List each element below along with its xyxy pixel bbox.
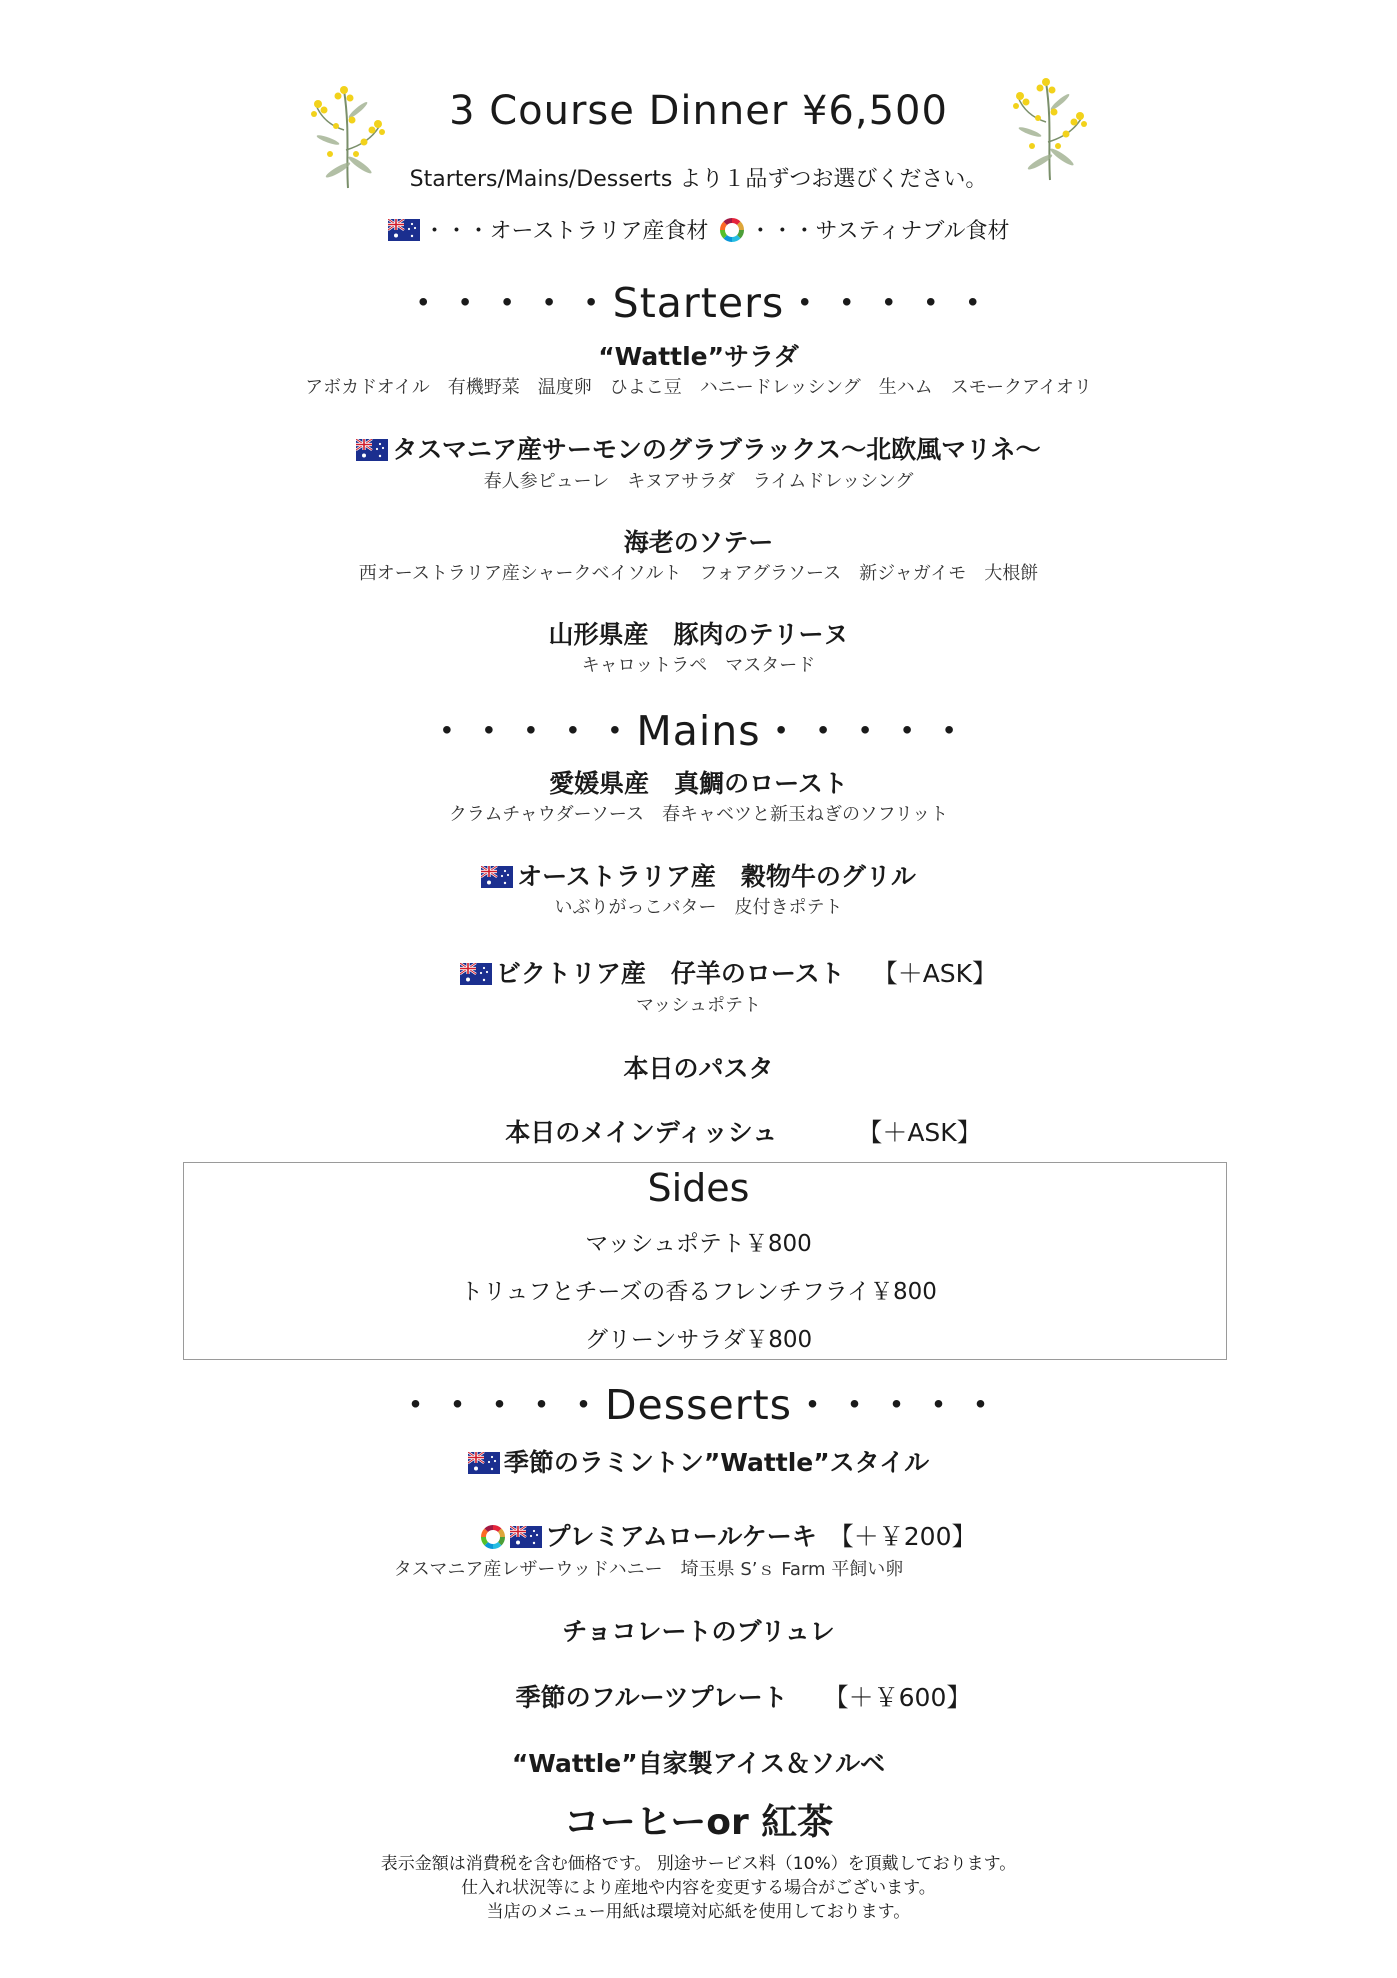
menu-item-desc: クラムチャウダーソース 春キャベツと新玉ねぎのソフリット	[448, 804, 949, 825]
footer-line: 仕入れ状況等により産地や内容を変更する場合がございます。	[461, 1878, 936, 1898]
footer-line: 当店のメニュー用紙は環境対応紙を使用しております。	[486, 1902, 911, 1922]
legend-aus-label: ・・・オーストラリア産食材	[423, 219, 709, 244]
price-extra: 【＋￥200】	[828, 1522, 977, 1551]
menu-item-desc: タスマニア産レザーウッドハニー 埼玉県 S’ｓ Farm 平飼い卵	[393, 1559, 904, 1580]
menu-item-desc: キャロットラペ マスタード	[581, 655, 816, 676]
australia-flag-icon	[481, 866, 513, 888]
menu-item-name: 季節のフルーツプレート	[515, 1683, 788, 1712]
menu-item-desc: 西オーストラリア産シャークベイソルト フォアグラソース 新ジャガイモ 大根餅	[358, 563, 1039, 584]
menu-item-name: 海老のソテー	[623, 528, 774, 557]
menu-subtitle: Starters/Mains/Desserts より１品ずつお選びください。	[409, 167, 988, 192]
menu-item-name: 季節のラミントン”Wattle”スタイル	[503, 1448, 930, 1477]
mains-heading: ・・・・・Mains・・・・・	[426, 707, 971, 755]
australia-flag-icon	[356, 439, 388, 461]
price-extra: 【＋ASK】	[872, 959, 998, 988]
menu-item-name: チョコレートのブリュレ	[562, 1617, 835, 1646]
sides-heading: Sides	[647, 1166, 750, 1210]
menu-item-name: オーストラリア産 穀物牛のグリル	[517, 862, 916, 891]
side-item: マッシュポテト￥800	[585, 1231, 812, 1257]
menu-item	[0, 430, 1397, 466]
menu-item-name: ビクトリア産 仔羊のロースト	[495, 959, 845, 988]
menu-item-name: 愛媛県産 真鯛のロースト	[549, 769, 848, 798]
menu-item-name: “Wattle”サラダ	[598, 342, 799, 371]
menu-item	[0, 1443, 1397, 1479]
menu-item	[0, 954, 1397, 990]
drink-label: コーヒーor 紅茶	[563, 1802, 834, 1843]
menu-item	[0, 1678, 1397, 1714]
australia-flag-icon	[510, 1526, 542, 1548]
price-extra: 【＋ASK】	[857, 1118, 982, 1147]
legend-sdg-label: ・・・サスティナブル食材	[749, 219, 1010, 244]
starters-heading: ・・・・・Starters・・・・・	[402, 279, 995, 327]
menu-item-name: プレミアムロールケーキ	[545, 1522, 817, 1551]
australia-flag-icon	[460, 963, 492, 985]
menu-item	[0, 1113, 1397, 1149]
menu-item-desc: アボカドオイル 有機野菜 温度卵 ひよこ豆 ハニードレッシング 生ハム スモークアイオリ	[305, 377, 1092, 398]
sdg-wheel-icon	[480, 1524, 506, 1550]
menu-item-name: “Wattle”自家製アイス＆ソルベ	[511, 1749, 886, 1778]
menu-item-name: 本日のメインディッシュ	[505, 1118, 778, 1147]
menu-item-name: 山形県産 豚肉のテリーヌ	[548, 620, 849, 649]
menu-item-name: タスマニア産サーモンのグラブラックス～北欧風マリネ～	[392, 435, 1041, 464]
desserts-heading: ・・・・・Desserts・・・・・	[394, 1381, 1003, 1429]
sdg-wheel-icon	[719, 217, 745, 243]
menu-item-desc: 春人参ピューレ キヌアサラダ ライムドレッシング	[483, 471, 914, 492]
menu-item-desc: いぶりがっこバター 皮付きポテト	[554, 897, 843, 918]
footer-notes	[0, 1852, 1397, 1924]
menu-item	[0, 1517, 1397, 1553]
menu-title: 3 Course Dinner ¥6,500	[449, 88, 948, 134]
australia-flag-icon	[388, 219, 420, 241]
menu-item-desc: マッシュポテト	[636, 995, 761, 1016]
menu-item	[0, 857, 1397, 893]
legend	[0, 214, 1397, 245]
footer-line: 表示金額は消費税を含む価格です。 別途サービス料（10%）を頂戴しております。	[380, 1854, 1017, 1874]
side-item: トリュフとチーズの香るフレンチフライ￥800	[460, 1279, 937, 1305]
price-extra: 【＋￥600】	[823, 1683, 972, 1712]
menu-item-name: 本日のパスタ	[623, 1054, 774, 1083]
side-item: グリーンサラダ￥800	[584, 1327, 813, 1353]
australia-flag-icon	[468, 1452, 500, 1474]
